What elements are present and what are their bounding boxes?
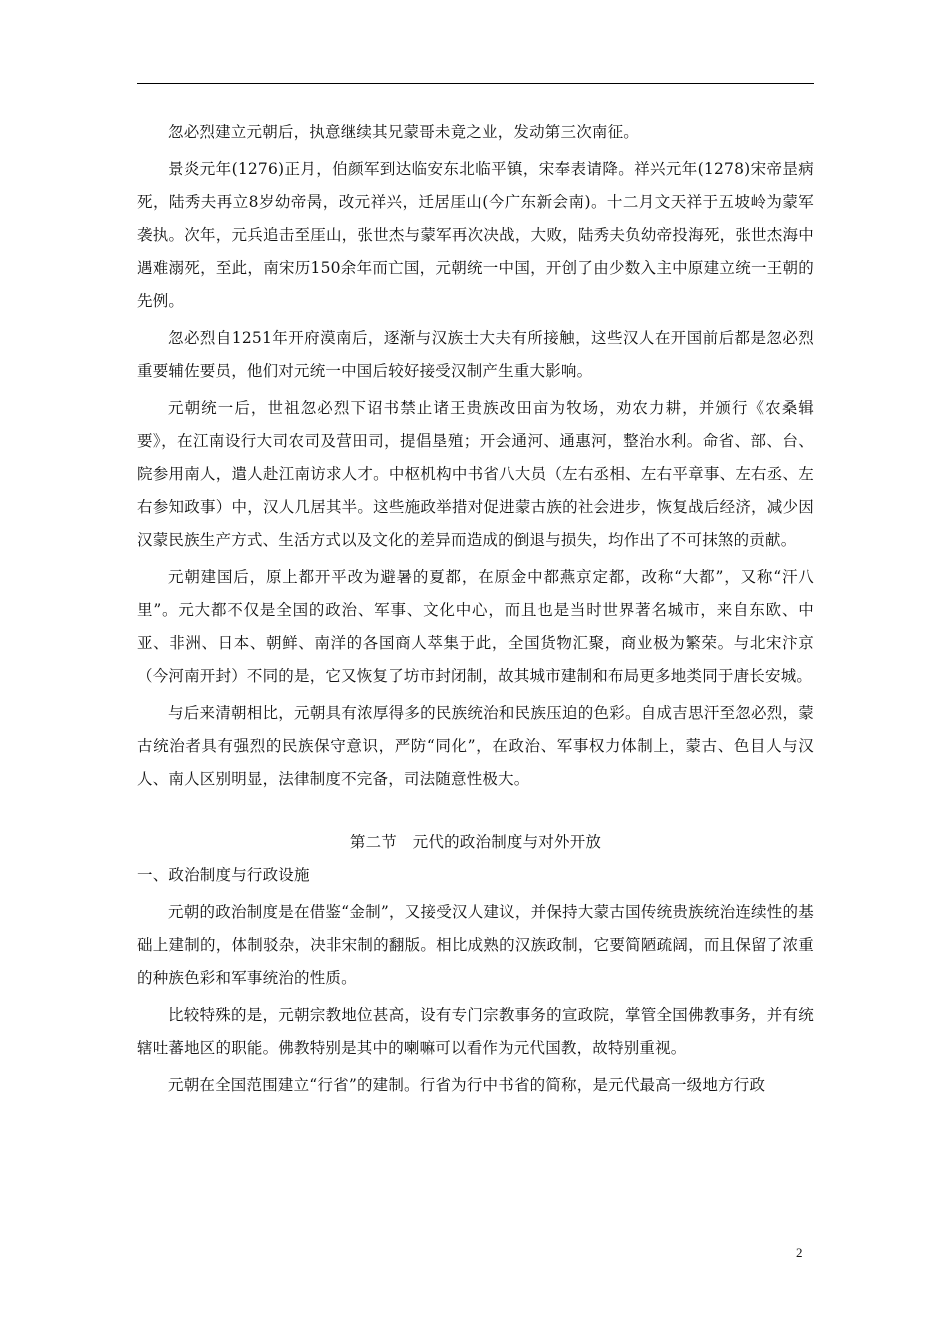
document-body [137, 116, 814, 1106]
subheading: 一、政治制度与行政设施 [137, 866, 310, 884]
header-rule [137, 83, 814, 84]
page-number: 2 [796, 1245, 803, 1260]
paragraph: 元朝统一后，世祖忽必烈下诏书禁止诸王贵族改田亩为牧场，劝农力耕，并颁行《农桑辑要》，在江南设行大司农司及营田司，提倡垦殖；开会通河、通惠河，整治水利。命省、部、台、院参用南人，遣人赴江南访求人才。中枢机构中书省八大员（左右丞相、左右平章事、左右丞、左右参知政事）中，汉人几居其半。这些施政举措对促进蒙古族的社会进步，恢复战后经济，减少因汉蒙民族生产方式、生活方式以及文化的差异而造成的倒退与损失，均作出了不可抹煞的贡献。 [137, 399, 814, 549]
paragraph: 比较特殊的是，元朝宗教地位甚高，设有专门宗教事务的宣政院，掌管全国佛教事务，并有统辖吐蕃地区的职能。佛教特别是其中的喇嘛可以看作为元代国教，故特别重视。 [137, 1006, 814, 1057]
section-title: 第二节 元代的政治制度与对外开放 [349, 833, 602, 851]
paragraph: 忽必烈自1251年开府漠南后，逐渐与汉族士大夫有所接触，这些汉人在开国前后都是忽必烈重要辅佐要员，他们对元统一中国后较好接受汉制产生重大影响。 [137, 329, 814, 380]
section-gap [137, 800, 814, 826]
paragraph: 与后来清朝相比，元朝具有浓厚得多的民族统治和民族压迫的色彩。自成吉思汗至忽必烈，蒙古统治者具有强烈的民族保守意识，严防“同化”，在政治、军事权力体制上，蒙古、色目人与汉人、南人区别明显，法律制度不完备，司法随意性极大。 [137, 704, 814, 788]
paragraph: 元朝的政治制度是在借鉴“金制”，又接受汉人建议，并保持大蒙古国传统贵族统治连续性的基础上建制的，体制驳杂，决非宋制的翻版。相比成熟的汉族政制，它要简陋疏阔，而且保留了浓重的种族色彩和军事统治的性质。 [137, 903, 814, 987]
paragraph: 元朝在全国范围建立“行省”的建制。行省为行中书省的简称，是元代最高一级地方行政 [168, 1076, 766, 1094]
paragraph: 景炎元年(1276)正月，伯颜军到达临安东北临平镇，宋奉表请降。祥兴元年(1278)宋帝昰病死，陆秀夫再立8岁幼帝昺，改元祥兴，迁居厓山(今广东新会南)。十二月文天祥于五坡岭为蒙军袭执。次年，元兵追击至厓山，张世杰与蒙军再次决战，大败，陆秀夫负幼帝投海死，张世杰海中遇难溺死，至此，南宋历150余年而亡国，元朝统一中国，开创了由少数入主中原建立统一王朝的先例。 [137, 160, 814, 310]
paragraph: 元朝建国后，原上都开平改为避暑的夏都，在原金中都燕京定都，改称“大都”，又称“汗八里”。元大都不仅是全国的政治、军事、文化中心，而且也是当时世界著名城市，来自东欧、中亚、非洲、日本、朝鲜、南洋的各国商人萃集于此，全国货物汇聚，商业极为繁荣。与北宋汴京（今河南开封）不同的是，它又恢复了坊市封闭制，故其城市建制和布局更多地类同于唐长安城。 [137, 568, 814, 685]
paragraph: 忽必烈建立元朝后，执意继续其兄蒙哥未竟之业，发动第三次南征。 [168, 123, 640, 141]
